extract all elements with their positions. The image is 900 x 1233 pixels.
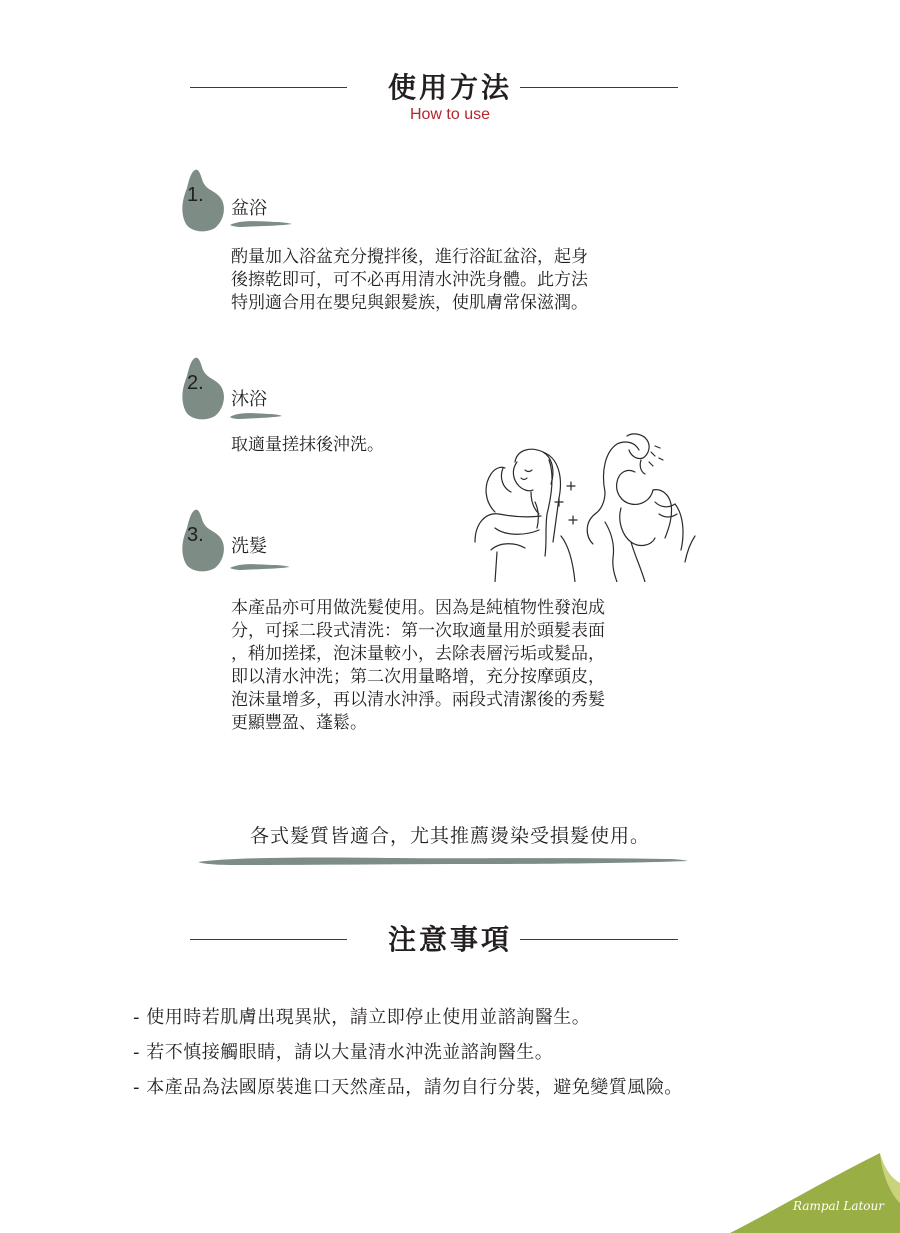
step-1-brush-underline [228,218,294,228]
step-2-title: 沐浴 [231,389,267,410]
step-1-body: 酌量加入浴盆充分攪拌後，進行浴缸盆浴，起身 後擦乾即可，可不必再用清水沖洗身體。此方法 特別適合用在嬰兒與銀髮族，使肌膚常保滋潤。 [231,247,588,313]
step-2-number: 2. [187,372,204,394]
brand-corner-leaf [730,1153,900,1233]
how-to-use-title: 使用方法 [387,71,512,104]
tagline: 各式髮質皆適合，尤其推薦燙染受損髮使用。 [249,825,650,847]
note-item: - 本產品為法國原裝進口天然產品，請勿自行分裝，避免變質風險。 [133,1077,683,1098]
notes-divider-right [520,939,678,940]
step-3-brush-underline [228,561,292,571]
step-3-title: 洗髮 [231,536,267,557]
how-to-use-heading [0,68,900,108]
tagline-brush-underline [196,853,690,867]
brand-logo: Rampal Latour [793,1199,884,1213]
step-2-brush-underline [228,410,284,420]
how-to-use-subtitle: How to use [409,106,491,123]
step-1-number: 1. [187,184,204,206]
woman-washing-hair-illustration [455,432,735,582]
notes-list [133,1000,683,1105]
step-2-body: 取適量搓抹後沖洗。 [231,435,384,455]
notes-heading [0,920,900,960]
step-3-body: 本產品亦可用做洗髮使用。因為是純植物性發泡成 分，可採二段式清洗：第一次取適量用於頭髮表面 ，稍加搓揉，泡沫量較小，去除表層污垢或髮品， 即以清水沖洗；第二次用量略增，充分按摩頭皮， 泡沫量增多，再以清水沖淨。兩段式清潔後的秀髮 更顯豐盈、蓬鬆。 [231,598,605,733]
step-1-title: 盆浴 [231,198,267,219]
step-3-number: 3. [187,524,204,546]
heading-divider-right [520,87,678,88]
notes-title: 注意事項 [387,923,512,956]
note-item: - 若不慎接觸眼睛，請以大量清水沖洗並諮詢醫生。 [133,1042,554,1063]
note-item: - 使用時若肌膚出現異狀，請立即停止使用並諮詢醫生。 [133,1007,591,1028]
